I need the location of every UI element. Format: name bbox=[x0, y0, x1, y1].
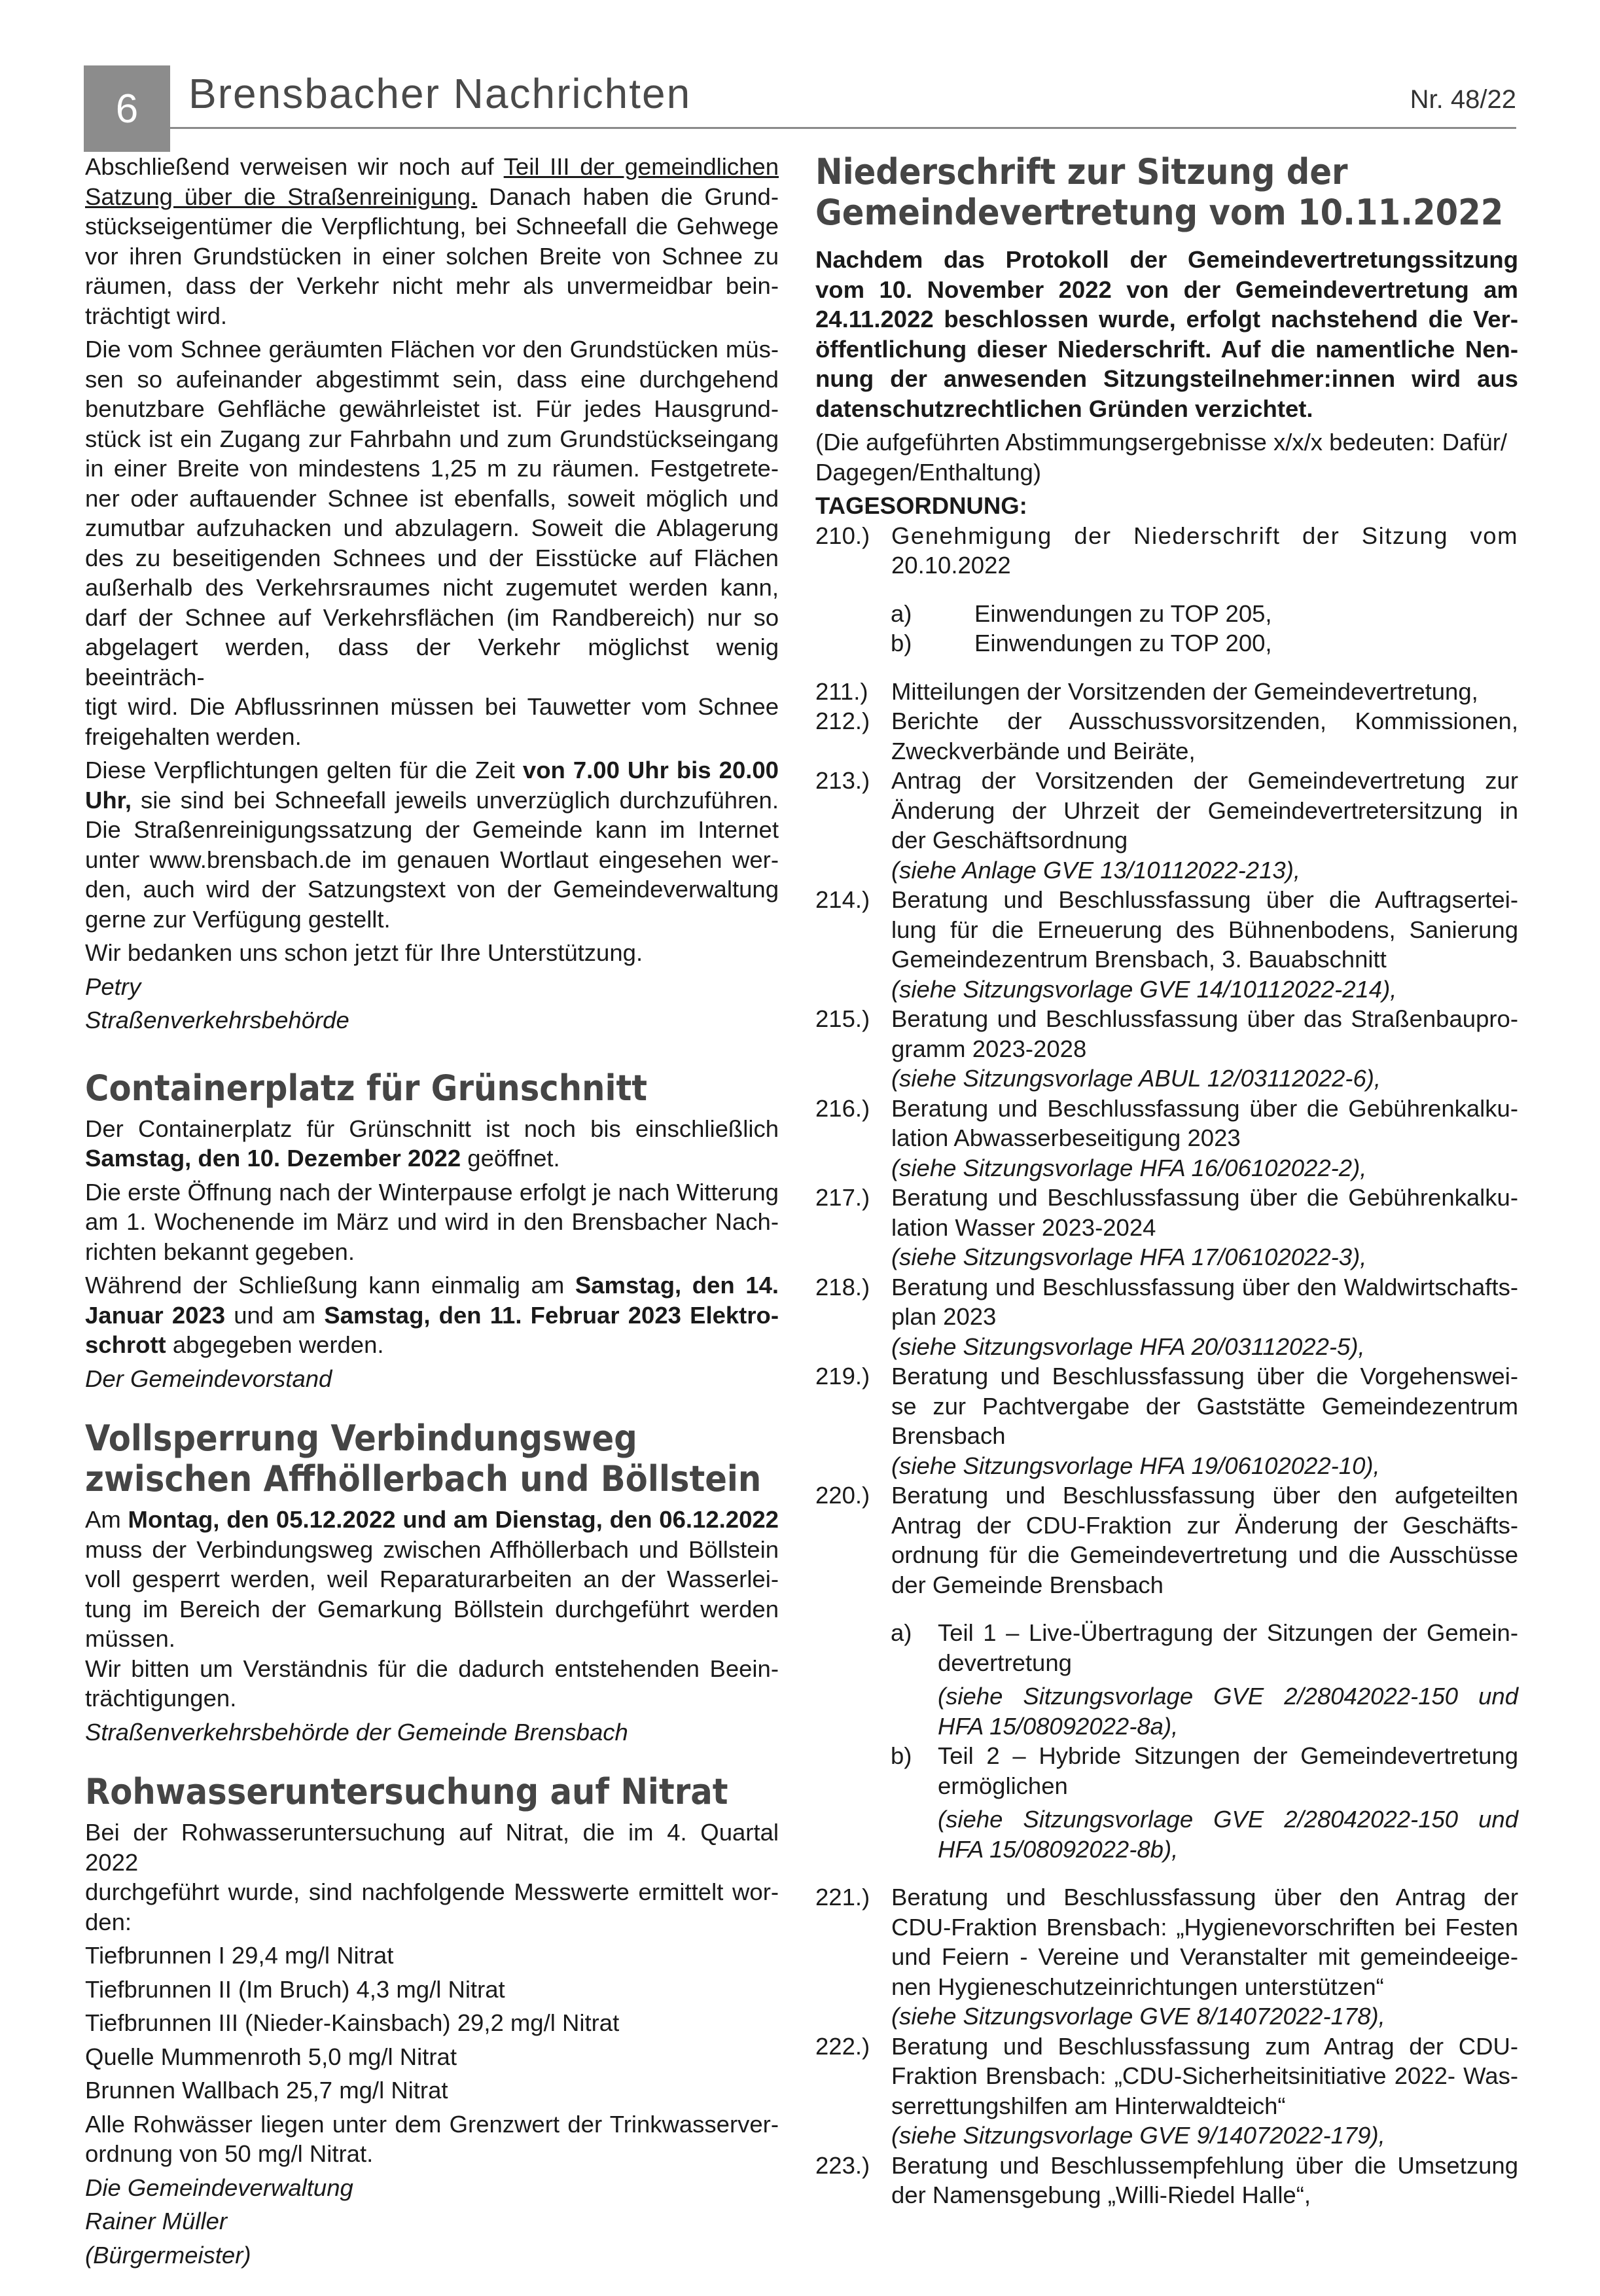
signature-name: Petry bbox=[85, 973, 141, 1000]
text-line: Antrag der Vorsitzenden der Gemeindevertretung zur bbox=[891, 767, 1518, 794]
text-line: Beratung und Beschlussfassung über die Gebührenkalku- bbox=[891, 1184, 1518, 1211]
text-line: freigehalten werden. bbox=[85, 723, 302, 750]
right-column bbox=[815, 152, 1518, 2210]
text-line: plan 2023 bbox=[891, 1303, 997, 1330]
text-line: Beratung und Beschlussfassung über den Waldwirtschafts- bbox=[891, 1273, 1518, 1300]
agenda-heading: TAGESORDNUNG: bbox=[815, 492, 1027, 519]
text-line: lation Abwasserbeseitigung 2023 bbox=[891, 1124, 1241, 1151]
agenda-item bbox=[815, 885, 1518, 1004]
text-line: und Feiern - Vereine und Veranstalter mit gemeindeeige- bbox=[891, 1943, 1518, 1970]
text-line: Samstag, den 10. Dezember 2022 geöffnet. bbox=[85, 1145, 560, 1172]
agenda-item bbox=[815, 766, 1518, 885]
text-line: Berichte der Ausschussvorsitzenden, Kommissionen, bbox=[891, 708, 1518, 734]
section-heading: Vollsperrung Verbindungsweg bbox=[85, 1418, 637, 1459]
text-line: Die vom Schnee geräumten Flächen vor den Grundstücken müs- bbox=[85, 336, 779, 363]
text-line: lung für die Erneuerung des Bühnenbodens, Sanierung bbox=[891, 916, 1518, 943]
text-line: datenschutzrechtlichen Gründen verzichtet. bbox=[815, 395, 1313, 422]
text-line: 24.11.2022 beschlossen wurde, erfolgt nachstehend die Ver- bbox=[815, 306, 1518, 332]
text-line: vom 10. November 2022 von der Gemeindevertretung am bbox=[815, 276, 1518, 303]
text-line: Alle Rohwässer liegen unter dem Grenzwert der Trinkwasserver- bbox=[85, 2110, 779, 2138]
text-line: devertretung bbox=[938, 1649, 1072, 1676]
signature-role: (Bürgermeister) bbox=[85, 2241, 251, 2269]
document-reference: (siehe Sitzungsvorlage HFA 16/06102022-2), bbox=[891, 1154, 1367, 1181]
text-line: nen Hygieneschutzeinrichtungen unterstützen“ bbox=[891, 1973, 1384, 2000]
text-line: muss der Verbindungsweg zwischen Affhöllerbach und Böllstein bbox=[85, 1535, 779, 1563]
measurement-value: Tiefbrunnen II (Im Bruch) 4,3 mg/l Nitrat bbox=[85, 1975, 505, 2003]
text-line: Genehmigung der Niederschrift der Sitzung vom bbox=[891, 522, 1518, 549]
text-line: Zweckverbände und Beiräte, bbox=[891, 737, 1196, 764]
text-line: Gemeindezentrum Brensbach, 3. Bauabschnitt bbox=[891, 946, 1387, 973]
text-line: Brensbach bbox=[891, 1422, 1006, 1449]
text-line: gramm 2023-2028 bbox=[891, 1035, 1087, 1062]
section-heading: Rohwasseruntersuchung auf Nitrat bbox=[85, 1771, 728, 1812]
statute-link: Satzung über die Straßenreinigung. bbox=[85, 183, 478, 210]
rohwasser-article bbox=[85, 1772, 779, 2270]
agenda-number: 223.) bbox=[815, 2151, 870, 2179]
measurement-value: Brunnen Wallbach 25,7 mg/l Nitrat bbox=[85, 2077, 448, 2104]
text-line: Januar 2023 und am Samstag, den 11. Februar 2023 Elektro- bbox=[85, 1301, 779, 1329]
text-line: Beratung und Beschlussfassung zum Antrag der CDU- bbox=[891, 2032, 1518, 2060]
agenda-number: 222.) bbox=[815, 2032, 870, 2060]
text-line: Beratung und Beschlussfassung über den Antrag der bbox=[891, 1884, 1518, 1910]
text-line: Nachdem das Protokoll der Gemeindevertretungssitzung bbox=[815, 246, 1518, 273]
text-line: Beratung und Beschlussempfehlung über die Umsetzung bbox=[891, 2151, 1518, 2179]
agenda-item bbox=[815, 2032, 1518, 2151]
text-line: lation Wasser 2023-2024 bbox=[891, 1213, 1156, 1241]
agenda-number: 218.) bbox=[815, 1273, 870, 1300]
agenda-number: 216.) bbox=[815, 1094, 870, 1122]
page-number: 6 bbox=[84, 65, 170, 152]
text-line: Änderung der Uhrzeit der Gemeindevertretersitzung in bbox=[891, 797, 1518, 824]
document-reference: (siehe Anlage GVE 13/10112022-213), bbox=[891, 856, 1300, 884]
text-line: Dagegen/Enthaltung) bbox=[815, 458, 1041, 486]
text-line: Uhr, sie sind bei Schneefall jeweils unverzüglich durchzuführen. bbox=[85, 786, 779, 814]
text-line: stückseigentümer die Verpflichtung, bei Schneefall die Gehwege bbox=[85, 213, 779, 240]
agenda-number: 219.) bbox=[815, 1363, 870, 1390]
page-header bbox=[84, 55, 1516, 132]
agenda-subitem: a) Teil 1 – Live-Übertragung der Sitzungen der Gemein- devertretung (siehe Sitzungsvorlage GVE 2/28042022-150 und HFA 15/08092022-8a), bbox=[891, 1618, 1518, 1741]
agenda-subitem: b) Einwendungen zu TOP 200, bbox=[891, 630, 1272, 656]
text-line: räumen, dass der Verkehr nicht mehr als unvermeidbar bein- bbox=[85, 272, 779, 299]
text-line: außerhalb des Verkehrsraumes nicht zugemutet werden kann, bbox=[85, 574, 779, 601]
measurement-value: Tiefbrunnen I 29,4 mg/l Nitrat bbox=[85, 1942, 394, 1969]
agenda-subitem: a) Einwendungen zu TOP 205, bbox=[891, 600, 1272, 627]
text-line: des zu beseitigenden Schnees und der Eisstücke auf Flächen bbox=[85, 544, 779, 571]
text-line: zumutbar aufzuhacken und abzulagern. Soweit die Ablagerung bbox=[85, 514, 779, 541]
document-reference: (siehe Sitzungsvorlage GVE 2/28042022-150 und bbox=[938, 1683, 1518, 1710]
agenda-number: 210.) bbox=[815, 522, 870, 549]
document-reference: (siehe Sitzungsvorlage HFA 19/06102022-10), bbox=[891, 1452, 1380, 1479]
text-line: Teil 2 – Hybride Sitzungen der Gemeindevertretung bbox=[938, 1742, 1518, 1769]
measurement-value: Quelle Mummenroth 5,0 mg/l Nitrat bbox=[85, 2043, 457, 2070]
agenda-item bbox=[815, 1272, 1518, 1362]
text-line: Beratung und Beschlussfassung über den aufgeteilten bbox=[891, 1482, 1518, 1509]
agenda-item bbox=[815, 1480, 1518, 1600]
signature-authority: Straßenverkehrsbehörde der Gemeinde Brensbach bbox=[85, 1718, 628, 1746]
text-line: CDU-Fraktion Brensbach: „Hygienevorschriften bei Festen bbox=[891, 1913, 1518, 1941]
text-line: Beratung und Beschlussfassung über die Auftragsertei- bbox=[891, 886, 1518, 913]
text-line: Bei der Rohwasseruntersuchung auf Nitrat, die im 4. Quartal 2022 bbox=[85, 1819, 779, 1876]
text-line: nung der anwesenden Sitzungsteilnehmer:innen wird aus bbox=[815, 365, 1518, 392]
text-line: Diese Verpflichtungen gelten für die Zeit von 7.00 Uhr bis 20.00 bbox=[85, 757, 779, 783]
text-line: der Gemeinde Brensbach bbox=[891, 1571, 1164, 1598]
agenda-number: 213.) bbox=[815, 767, 870, 794]
text-line: Der Containerplatz für Grünschnitt ist noch bis einschließlich bbox=[85, 1115, 779, 1142]
text-line: Wir bitten um Verständnis für die dadurch entstehenden Beein- bbox=[85, 1655, 779, 1682]
agenda-item bbox=[815, 706, 1518, 766]
agenda-number: 221.) bbox=[815, 1884, 870, 1910]
document-reference: (siehe Sitzungsvorlage HFA 20/03112022-5), bbox=[891, 1333, 1365, 1360]
document-reference: (siehe Sitzungsvorlage ABUL 12/03112022-6), bbox=[891, 1065, 1381, 1092]
agenda-number: 217.) bbox=[815, 1184, 870, 1211]
text-line: se zur Pachtvergabe der Gaststätte Gemeindezentrum bbox=[891, 1392, 1518, 1420]
text-line: ordnung für die Gemeindevertretung und die Ausschüsse bbox=[891, 1541, 1518, 1568]
text-line: ordnung von 50 mg/l Nitrat. bbox=[85, 2140, 374, 2167]
document-reference: (siehe Sitzungsvorlage GVE 8/14072022-178), bbox=[891, 2003, 1385, 2030]
text-line: der Namensgebung „Willi-Riedel Halle“, bbox=[891, 2181, 1311, 2208]
agenda-number: 211.) bbox=[815, 677, 868, 705]
text-line: Antrag der CDU-Fraktion zur Änderung der Geschäfts- bbox=[891, 1511, 1518, 1539]
agenda-item bbox=[815, 1183, 1518, 1272]
container-article bbox=[85, 1068, 779, 1394]
section-heading: Containerplatz für Grünschnitt bbox=[85, 1067, 647, 1109]
text-line: serrettungshilfen am Hinterwaldteich“ bbox=[891, 2092, 1286, 2119]
agenda-item bbox=[815, 1361, 1518, 1480]
text-line: voll gesperrt werden, weil Reparaturarbeiten an der Wasserlei- bbox=[85, 1566, 779, 1592]
agenda-item bbox=[815, 521, 1518, 581]
agenda-item bbox=[815, 1004, 1518, 1094]
document-reference: HFA 15/08092022-8b), bbox=[938, 1835, 1179, 1863]
text-line: Beratung und Beschlussfassung über die Gebührenkalku- bbox=[891, 1094, 1518, 1122]
text-line: Während der Schließung kann einmalig am Samstag, den 14. bbox=[85, 1272, 779, 1299]
text-line: in einer Breite von mindestens 1,25 m zu räumen. Festgetrete- bbox=[85, 455, 779, 482]
text-line: unter www.brensbach.de im genauen Wortlaut eingesehen wer- bbox=[85, 846, 779, 873]
agenda-item bbox=[815, 1094, 1518, 1183]
text-line: tung im Bereich der Gemarkung Böllstein durchgeführt werden bbox=[85, 1595, 779, 1623]
agenda-number: 215.) bbox=[815, 1005, 870, 1032]
left-column bbox=[85, 152, 779, 2270]
issue-number: Nr. 48/22 bbox=[1410, 85, 1516, 114]
text-line: am 1. Wochenende im März und wird in den Brensbacher Nach- bbox=[85, 1208, 779, 1235]
document-reference: (siehe Sitzungsvorlage GVE 9/14072022-179), bbox=[891, 2122, 1385, 2149]
text-line: Wir bedanken uns schon jetzt für Ihre Unterstützung. bbox=[85, 939, 643, 966]
text-line: Mitteilungen der Vorsitzenden der Gemeindevertretung, bbox=[891, 677, 1478, 705]
text-line: den, auch wird der Satzungstext von der Gemeindeverwaltung bbox=[85, 876, 779, 903]
document-reference: (siehe Sitzungsvorlage GVE 2/28042022-150 und bbox=[938, 1806, 1518, 1833]
text-line: schrott abgegeben werden. bbox=[85, 1331, 384, 1358]
minutes-heading: Niederschrift zur Sitzung der bbox=[815, 151, 1348, 192]
text-line: stück ist ein Zugang zur Fahrbahn und zum Grundstückseingang bbox=[85, 425, 779, 452]
document-reference: HFA 15/08092022-8a), bbox=[938, 1712, 1179, 1740]
minutes-heading: Gemeindevertretung vom 10.11.2022 bbox=[815, 192, 1504, 233]
paragraph: Abschließend verweisen wir noch auf Teil III der gemeindlichen bbox=[85, 153, 779, 180]
paragraph: Satzung über die Straßenreinigung. Danach haben die Grund- bbox=[85, 183, 779, 210]
signature-authority: Der Gemeindevorstand bbox=[85, 1365, 332, 1392]
signature-authority: Die Gemeindeverwaltung bbox=[85, 2174, 353, 2201]
document-reference: (siehe Sitzungsvorlage GVE 14/10112022-214), bbox=[891, 975, 1397, 1003]
text-line: durchgeführt wurde, sind nachfolgende Messwerte ermittelt wor- bbox=[85, 1878, 779, 1905]
winter-article bbox=[85, 152, 779, 1035]
vollsperrung-article bbox=[85, 1418, 779, 1747]
text-line: öffentlichung dieser Niederschrift. Auf die namentliche Nen- bbox=[815, 335, 1518, 363]
agenda-number: 220.) bbox=[815, 1482, 870, 1509]
text-line: abgelagert werden, dass der Verkehr möglichst wenig beeinträch- bbox=[85, 634, 779, 691]
text-line: Die erste Öffnung nach der Winterpause erfolgt je nach Witterung bbox=[85, 1178, 779, 1206]
text-line: tigt wird. Die Abflussrinnen müssen bei Tauwetter vom Schnee bbox=[85, 693, 779, 720]
text-line: trächtigungen. bbox=[85, 1685, 237, 1712]
signature-authority: Straßenverkehrsbehörde bbox=[85, 1007, 349, 1033]
text-line: Teil 1 – Live-Übertragung der Sitzungen der Gemein- bbox=[938, 1619, 1518, 1646]
agenda-item bbox=[815, 2151, 1518, 2210]
text-line: ermöglichen bbox=[938, 1772, 1068, 1799]
text-line: darf der Schnee auf Verkehrsflächen (im Randbereich) nur so bbox=[85, 603, 779, 631]
measurement-value: Tiefbrunnen III (Nieder-Kainsbach) 29,2 mg/l Nitrat bbox=[85, 2009, 620, 2036]
text-line: ner oder auftauender Schnee ist ebenfalls, soweit möglich und bbox=[85, 484, 779, 512]
document-reference: (siehe Sitzungsvorlage HFA 17/06102022-3), bbox=[891, 1244, 1367, 1270]
agenda-number: 214.) bbox=[815, 886, 870, 913]
agenda-subitem: b) Teil 2 – Hybride Sitzungen der Gemeindevertretung ermöglichen (siehe Sitzungsvorlage GVE 2/28042022-150 und HFA 15/08092022-8b), bbox=[891, 1741, 1518, 1864]
text-line: Beratung und Beschlussfassung über die Vorgehenswei- bbox=[891, 1363, 1518, 1390]
text-line: (Die aufgeführten Abstimmungsergebnisse x/x/x bedeuten: Dafür/ bbox=[815, 429, 1508, 456]
minutes-intro bbox=[815, 245, 1518, 423]
newsletter-title: Brensbacher Nachrichten bbox=[188, 70, 692, 117]
text-line: der Geschäftsordnung bbox=[891, 827, 1128, 853]
signature-name: Rainer Müller bbox=[85, 2208, 228, 2234]
section-heading: zwischen Affhöllerbach und Böllstein bbox=[85, 1458, 762, 1499]
agenda-number: 212.) bbox=[815, 708, 870, 734]
text-line: gerne zur Verfügung gestellt. bbox=[85, 905, 391, 933]
text-line: den: bbox=[85, 1908, 132, 1935]
agenda-item bbox=[815, 1882, 1518, 2032]
text-line: benutzbare Gehfläche gewährleistet ist. Für jedes Hausgrund- bbox=[85, 395, 779, 422]
text-line: Die Straßenreinigungssatzung der Gemeinde kann im Internet bbox=[85, 816, 779, 843]
text-line: Fraktion Brensbach: „CDU-Sicherheitsinitiative 2022- Was- bbox=[891, 2062, 1518, 2089]
text-line: 20.10.2022 bbox=[891, 552, 1011, 579]
text-line: richten bekannt gegeben. bbox=[85, 1238, 355, 1265]
text-line: vor ihren Grundstücken in einer solchen Breite von Schnee zu bbox=[85, 242, 779, 270]
statute-link: Teil III der gemeindlichen bbox=[503, 153, 779, 180]
text-line: Am Montag, den 05.12.2022 und am Dienstag, den 06.12.2022 bbox=[85, 1506, 779, 1533]
text-line: müssen. bbox=[85, 1625, 175, 1652]
text-line: trächtigt wird. bbox=[85, 302, 228, 329]
text-line: Beratung und Beschlussfassung über das Straßenbaupro- bbox=[891, 1005, 1518, 1032]
text-line: sen so aufeinander abgestimmt sein, dass eine durchgehend bbox=[85, 365, 779, 393]
agenda-item bbox=[815, 677, 1518, 707]
